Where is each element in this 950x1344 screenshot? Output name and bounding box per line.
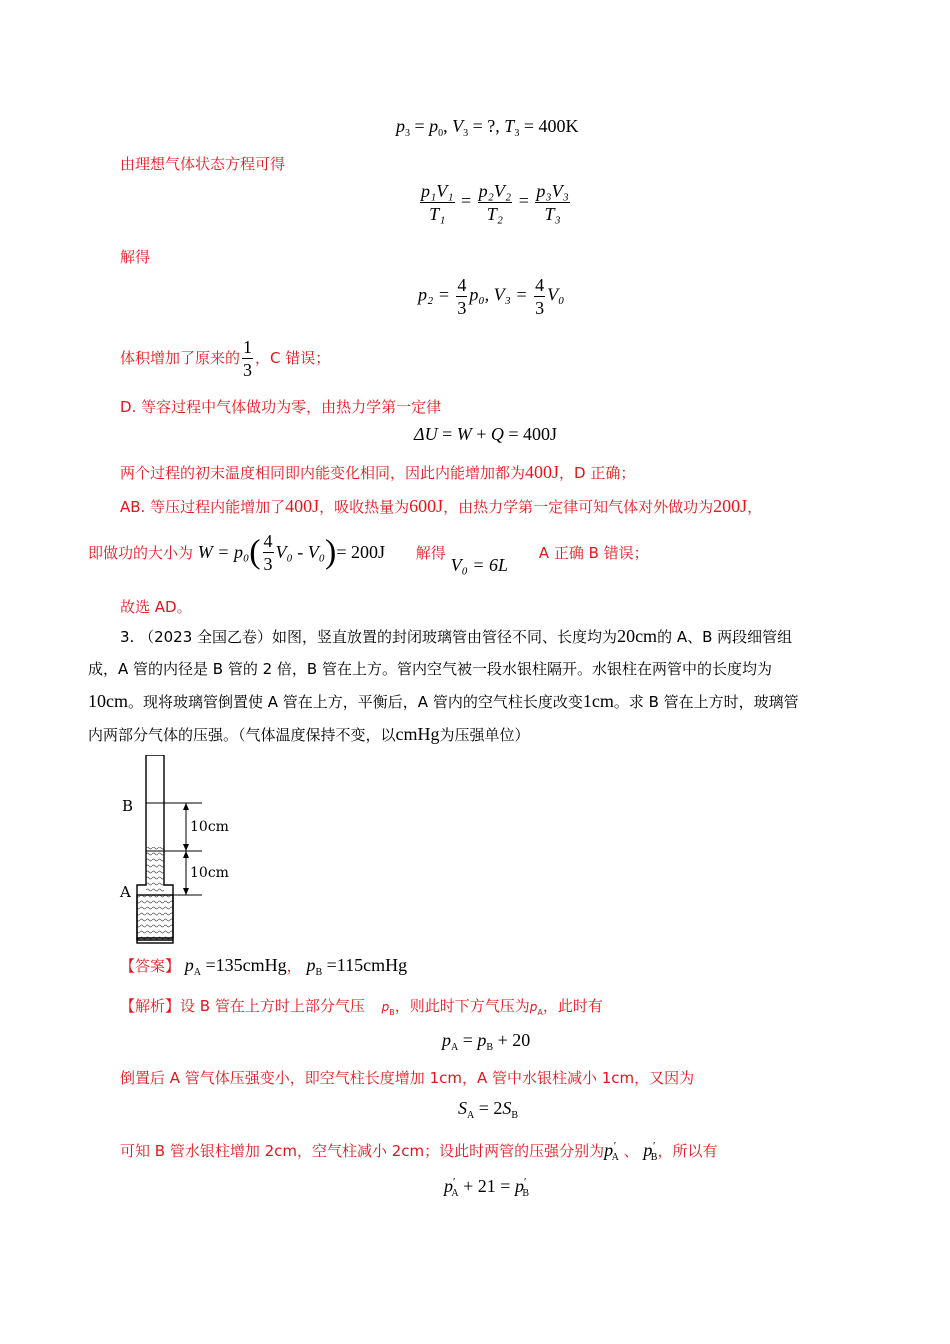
frac-den: 3 <box>243 360 253 380</box>
internal-after: ，D 正确； <box>559 464 636 482</box>
work-solve: 解得 <box>415 544 446 562</box>
mercury-a <box>137 895 173 943</box>
frac-den: 3 <box>263 554 273 574</box>
equation-gas-law: $\frac{\text{p₁V₁}}{\text{T₁}}$ = $\frac{\text{p₂V₂}}{\text{T₂}}$ = $\frac{\text{p₃V₃}}{\text{T₃}}$ <box>421 181 569 224</box>
eq-mid: p₀, V₃ = <box>469 284 528 305</box>
analysis-sep: 、 <box>623 1142 639 1160</box>
option-d-line: D. 等容过程中气体做功为零，由热力学第一定律 <box>120 398 442 416</box>
dim-bottom: 10cm <box>190 865 229 881</box>
equation-1: $p_A = p_B + 20$ <box>442 1030 531 1053</box>
frac-num: p₁V₁ <box>421 181 454 201</box>
equation-3: $p'_A + 21 = p'_B$ <box>444 1176 530 1199</box>
internal-energy-line <box>120 462 635 483</box>
volume-after: ，C 错误； <box>255 349 331 367</box>
work-v0: V₀ = 6L <box>450 555 509 575</box>
answer-line: 【答案】 $p_A$ =135cmHg， $p_B$ =115cmHg <box>120 955 408 978</box>
equation-delta-u: ΔU = W + Q = 400J <box>414 424 558 444</box>
question-number: 3. <box>120 628 135 646</box>
question-text: 如图，竖直放置的封闭玻璃管由管径不同、长度均为 <box>272 628 618 646</box>
analysis-line-1: 【解析】设 B 管在上方时上部分气压 $p_B$，则此时下方气压为$p_A$，此时有 <box>120 997 603 1017</box>
frac-num: 4 <box>535 275 545 295</box>
work-eq-right: = 200J <box>336 542 386 562</box>
analysis-line-3: 可知 B 管水银柱增加 2cm，空气柱减小 2cm；设此时两管的压强分别为$p'_A$ 、 $p'_B$，所以有 <box>120 1140 718 1163</box>
analysis-line-2: 倒置后 A 管气体压强变小，即空气柱长度增加 1cm，A 管中水银柱减小 1cm，又因为 <box>120 1069 695 1087</box>
frac-num: p₂V₂ <box>478 181 512 201</box>
work-eq-left: W = p₀ <box>197 542 250 562</box>
frac-num: 4 <box>263 531 273 551</box>
work-lead: 即做功的大小为 <box>88 544 194 562</box>
frac-den: T₂ <box>486 204 504 224</box>
analysis-text: ，则此时下方气压为 <box>394 997 530 1015</box>
analysis-text: 设 B 管在上方时上部分气压 <box>180 997 365 1015</box>
ab-value-1: 400J <box>285 496 320 516</box>
dim-top: 10cm <box>190 819 229 835</box>
question-text: 内两部分气体的压强。（气体温度保持不变，以 <box>88 726 396 744</box>
work-tail: A 正确 B 错误； <box>538 544 649 562</box>
analysis-text: 可知 B 管水银柱增加 2cm，空气柱减小 2cm；设此时两管的压强分别为 <box>120 1142 605 1160</box>
equation-2: $S_A = 2S_B$ <box>458 1098 519 1121</box>
frac-num: 1 <box>243 337 253 357</box>
analysis-tag: 【解析】 <box>120 997 181 1015</box>
volume-line <box>120 336 330 381</box>
question-value: 1cm <box>582 691 614 711</box>
question-value: cmHg <box>395 724 440 744</box>
eq-end: V₀ <box>547 284 565 305</box>
answer-choice-line: 故选 AD。 <box>120 598 192 616</box>
internal-value: 400J <box>525 462 560 482</box>
question-value: 10cm <box>88 691 128 711</box>
analysis-text: ，所以有 <box>657 1142 718 1160</box>
frac-den: T₃ <box>544 204 561 224</box>
equation-state3: $p_3 = p_0$, $V_3$ = ?, $T_3 = 400K$ <box>396 116 579 139</box>
solve-line-1: 解得 <box>120 248 151 266</box>
internal-text: 两个过程的初末温度相同即内能变化相同，因此内能增加都为 <box>120 464 526 482</box>
question-text: 为压强单位） <box>439 726 530 744</box>
eq-p2: p₂ = <box>418 284 450 305</box>
ab-text-3: ，由热力学第一定律可知气体对外做功为 <box>443 498 714 516</box>
analysis-text: ，此时有 <box>542 997 603 1015</box>
frac-den: 3 <box>457 298 467 318</box>
ab-text-2: ，吸收热量为 <box>319 498 410 516</box>
question-value: 20cm <box>617 626 658 646</box>
work-eq-inner: V₀ - V₀ <box>275 542 326 562</box>
equation-result <box>418 274 564 319</box>
answer-tag: 【答案】 <box>120 957 181 975</box>
question-text: 。现将玻璃管倒置使 A 管在上方，平衡后，A 管内的空气柱长度改变 <box>128 693 583 711</box>
option-ab-line <box>120 496 762 517</box>
ab-value-2: 600J <box>409 496 444 516</box>
question-text: 。求 B 管在上方时，玻璃管 <box>613 693 799 711</box>
ab-value-3: 200J <box>713 496 748 516</box>
work-line: 即做功的大小为 W = p₀( $\frac{4}{3}$ V₀ - V₀)= 200J 解得 V₀ = 6L A 正确 B 错误； <box>88 531 649 575</box>
tube-figure <box>110 755 250 945</box>
frac-num: p₃V₃ <box>536 181 569 201</box>
label-a: A <box>120 883 131 901</box>
question-3 <box>88 620 878 751</box>
volume-text: 体积增加了原来的 <box>120 349 241 367</box>
label-b: B <box>122 797 134 815</box>
tube-b-outline <box>146 755 164 847</box>
ab-text-4: ， <box>747 498 763 516</box>
question-source: （2023 全国乙卷） <box>139 628 273 646</box>
ab-text-1: AB. 等压过程内能增加了 <box>120 498 286 516</box>
ideal-gas-line: 由理想气体状态方程可得 <box>120 155 286 173</box>
mercury-b <box>146 847 164 895</box>
answer-sep: ， <box>286 957 302 975</box>
frac-num: 4 <box>457 275 467 295</box>
frac-den: 3 <box>535 298 545 318</box>
question-text: 成，A 管的内径是 B 管的 2 倍，B 管在上方。管内空气被一段水银柱隔开。水银柱在两管中的长度均为 <box>88 660 772 678</box>
question-text: 的 A、B 两段细管组 <box>657 628 793 646</box>
frac-den: T₁ <box>429 204 446 224</box>
